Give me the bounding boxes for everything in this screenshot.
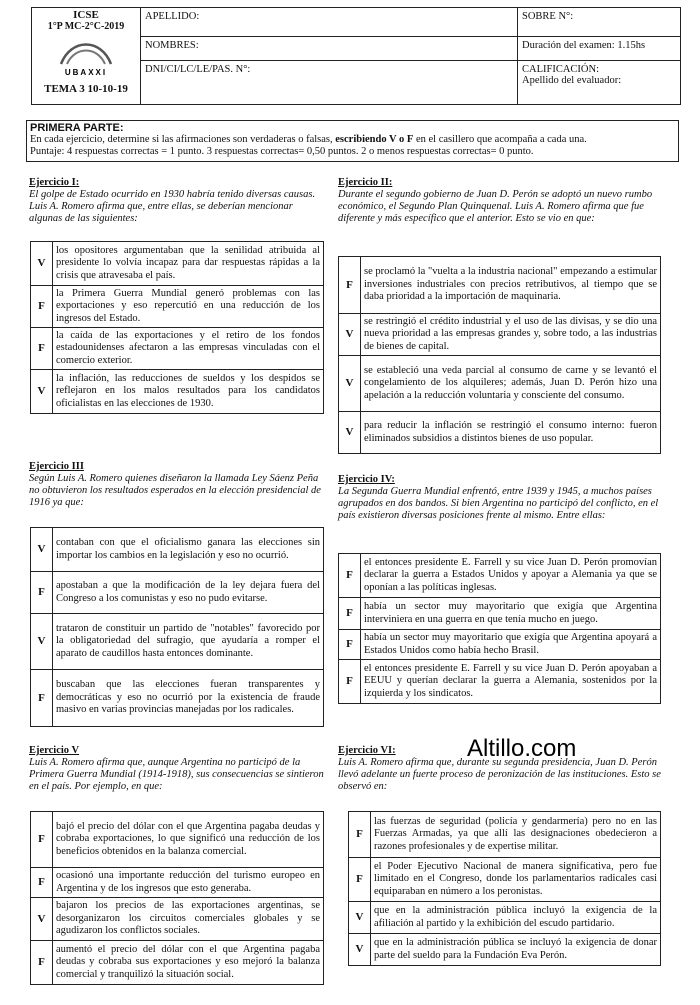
statement: para reducir la inflación se restringió el consumo interno: fueron eliminados subsidios a distintos bienes de uso popular. (361, 412, 661, 454)
statement: el entonces presidente E. Farrell y su vice Juan D. Perón apoyaban a EEUU y querían declarar la guerra a Alemania, sostenidos por la izquierda y los sindicatos. (361, 660, 661, 704)
answer-cell[interactable]: F (31, 286, 53, 328)
exercise-prompt: La Segunda Guerra Mundial enfrentó, entre 1939 y 1945, a muchos países agrupados en dos bandos. Si bien Argentina no participó del conflicto, en el país existieron diversas posiciones frente al mismo. Entre ellas: (338, 486, 659, 521)
statement: el Poder Ejecutivo Nacional de manera significativa, pero fue limitado en el Congreso, donde los parlamentarios radicales casi equiparaban en número a los peronistas. (371, 858, 661, 902)
answer-cell[interactable]: F (339, 630, 361, 660)
answer-cell[interactable]: V (31, 528, 53, 572)
answer-cell[interactable]: V (31, 898, 53, 941)
exercise-title: Ejercicio I: (29, 177, 80, 188)
uba-logo-icon (53, 34, 119, 78)
exercise-4-table (338, 553, 661, 704)
answer-cell[interactable]: F (349, 812, 371, 858)
sobre-field[interactable]: SOBRE N°: (518, 8, 681, 37)
statement: que en la administración pública incluyó la exigencia de la afiliación al partido y la exhibición del escudo partidario. (371, 902, 661, 934)
exercise-prompt: Luis A. Romero afirma que, durante su segunda presidencia, Juan D. Perón llevó adelante un fuerte proceso de peronización de las instituciones. Esto se observó en: (338, 757, 661, 792)
answer-cell[interactable]: F (31, 572, 53, 614)
apellido-field[interactable]: APELLIDO: (141, 8, 518, 37)
institution-cell (32, 8, 141, 105)
answer-cell[interactable]: F (339, 257, 361, 314)
exercise-prompt: El golpe de Estado ocurrido en 1930 habría tenido diversas causas. Luis A. Romero afirma que, entre ellas, se deberían mencionar algunas de las siguientes: (29, 189, 316, 224)
answer-cell[interactable]: F (339, 660, 361, 704)
statement: el entonces presidente E. Farrell y su vice Juan D. Perón promovían declarar la guerra a Estados Unidos y apoyar a Alemania ya que se oponían a las políticas inglesas. (361, 554, 661, 598)
statement: ocasionó una importante reducción del turismo europeo en Argentina y de los ingresos que esto generaba. (53, 868, 324, 898)
exercise-2-table (338, 256, 661, 454)
exercise-5-table (30, 811, 324, 985)
exercise-1-table (30, 241, 324, 414)
statement: las fuerzas de seguridad (policía y gendarmería) pero no en las Fuerzas Armadas, ya que allí las designaciones obedecieron a razones profesionales y de expertise militar. (371, 812, 661, 858)
exercise-3-heading (29, 461, 324, 509)
answer-cell[interactable]: F (31, 941, 53, 985)
scoring-line: Puntaje: 4 respuestas correctas = 1 punto. 3 respuestas correctas= 0,50 puntos. 2 o menos respuestas correctas= 0 punto. (30, 146, 534, 157)
statement: los opositores argumentaban que la senilidad atribuida al presidente lo volvía incapaz para dar respuestas rápidas a la crisis que atravesaba el país. (53, 242, 324, 286)
instructions-line (30, 134, 675, 146)
answer-cell[interactable]: F (339, 598, 361, 630)
duracion-text: Duración del examen: 1.15hs (518, 37, 681, 61)
statement: se estableció una veda parcial al consumo de carne y se levantó el congelamiento de los alquileres; además, Juan D. Perón hizo una apelación a la reducción voluntaria y consciente del consumo. (361, 356, 661, 412)
exercise-title: Ejercicio VI: (338, 745, 396, 756)
calificacion-label: CALIFICACIÓN: (522, 64, 600, 75)
section-title: PRIMERA PARTE: (30, 122, 124, 134)
exam-header (31, 7, 681, 105)
answer-cell[interactable]: V (349, 902, 371, 934)
answer-cell[interactable]: F (31, 670, 53, 727)
answer-cell[interactable]: V (31, 370, 53, 414)
answer-cell[interactable]: V (339, 356, 361, 412)
statement: la inflación, las reducciones de sueldos y los despidos se reflejaron en los malos resultados para los candidatos oficialistas en las elecciones de 1930. (53, 370, 324, 414)
answer-cell[interactable]: F (31, 328, 53, 370)
exercise-6-heading (338, 745, 661, 793)
exercise-prompt: Según Luis A. Romero quienes diseñaron la llamada Ley Sáenz Peña no obtuvieron los resultados esperados en la elección presidencial de 1916 ya que: (29, 473, 321, 508)
exercise-prompt: Luis A. Romero afirma que, aunque Argentina no participó de la Primera Guerra Mundial (1914-1918), sus consecuencias se sintieron en el país. Por ejemplo, en que: (29, 757, 324, 792)
answer-cell[interactable]: V (339, 314, 361, 356)
watermark-text: Altillo.com (467, 735, 577, 762)
statement: la Primera Guerra Mundial generó problemas con las exportaciones y eso repercutió en una reducción de los ingresos del Estado. (53, 286, 324, 328)
statement: bajaron los precios de las exportaciones argentinas, se desorganizaron los circuitos comerciales globales y se agudizaron los conflictos sociales. (53, 898, 324, 941)
exam-code: 1°P MC-2°C-2019 (47, 21, 125, 32)
exercise-title: Ejercicio IV: (338, 474, 395, 485)
exercise-4-heading (338, 474, 661, 522)
answer-cell[interactable]: V (339, 412, 361, 454)
nombres-field[interactable]: NOMBRES: (141, 37, 518, 61)
exam-tema: TEMA 3 10-10-19 (44, 83, 128, 95)
instructions-emphasis: escribiendo V o F (335, 134, 414, 145)
exercise-title: Ejercicio V (29, 745, 80, 756)
answer-cell[interactable]: F (349, 858, 371, 902)
statement: aumentó el precio del dólar con el que Argentina pagaba deudas y cobraba sus exportaciones y eso mejoró la balanza comercial y tranquilizó la situación social. (53, 941, 324, 985)
evaluador-label: Apellido del evaluador: (522, 75, 622, 86)
exercise-1-heading (29, 177, 324, 225)
statement: se restringió el crédito industrial y el uso de las divisas, y se dio una nueva prioridad a las empresas grandes y, sobre todo, a las industrias de bienes de capital. (361, 314, 661, 356)
instructions-text-end: en el casillero que acompaña a cada una. (415, 134, 587, 145)
answer-cell[interactable]: F (339, 554, 361, 598)
exercise-3-table (30, 527, 324, 727)
statement: apostaban a que la modificación de la ley dejara fuera del Congreso a los comunistas y eso no pudo evitarse. (53, 572, 324, 614)
statement: se proclamó la "vuelta a la industria nacional" empezando a estimular inversiones industriales con precios retributivos, al tiempo que se daba prioridad a la importación de maquinaria. (361, 257, 661, 314)
exercise-2-heading (338, 177, 661, 225)
instructions-box (26, 120, 679, 162)
institution-name: ICSE (73, 9, 99, 21)
answer-cell[interactable]: F (31, 868, 53, 898)
dni-field[interactable]: DNI/CI/LC/LE/PAS. N°: (141, 61, 518, 105)
statement: había un sector muy mayoritario que exigía que Argentina interviniera en una guerra en que tenía mucho en juego. (361, 598, 661, 630)
calificacion-cell (518, 61, 681, 105)
statement: buscaban que las elecciones fueran transparentes y democráticas y eso no ocurrió por la existencia de fraude masivo en varias provincias manejadas por los radicales. (53, 670, 324, 727)
exercise-title: Ejercicio II: (338, 177, 393, 188)
logo-text: UBAXXI (64, 68, 108, 77)
answer-cell[interactable]: F (31, 812, 53, 868)
answer-cell[interactable]: V (31, 242, 53, 286)
statement: bajó el precio del dólar con el que Argentina pagaba deudas y cobraba exportaciones, lo que significó una reducción de los beneficios obtenidos en la balanza comercial. (53, 812, 324, 868)
answer-cell[interactable]: V (31, 614, 53, 670)
exercise-prompt: Durante el segundo gobierno de Juan D. Perón se adoptó un nuevo rumbo económico, el Segundo Plan Quinquenal. Luis A. Romero afirma que fue diferente y más específico que el anterior. Esto se vio en que: (338, 189, 653, 224)
statement: trataron de constituir un partido de "notables" favorecido por la obligatoriedad del sufragio, que ayudaría a romper el aparato de caudillos hasta entonces dominante. (53, 614, 324, 670)
exercise-6-table (348, 811, 661, 966)
statement: la caída de las exportaciones y el retiro de los fondos estadounidenses afectaron a las empresas vinculadas con el comercio exterior. (53, 328, 324, 370)
exercise-title: Ejercicio III (29, 461, 84, 472)
instructions-text: En cada ejercicio, determine si las afirmaciones son verdaderas o falsas, (30, 134, 333, 145)
answer-cell[interactable]: V (349, 934, 371, 966)
statement: contaban con que el oficialismo ganara las elecciones sin importar los cambios en la legislación y eso no ocurrió. (53, 528, 324, 572)
statement: había un sector muy mayoritario que exigía que Argentina apoyará a Estados Unidos como había hecho Brasil. (361, 630, 661, 660)
exercise-5-heading (29, 745, 324, 793)
statement: que en la administración pública se incluyó la exigencia de donar parte del sueldo para la Fundación Eva Perón. (371, 934, 661, 966)
